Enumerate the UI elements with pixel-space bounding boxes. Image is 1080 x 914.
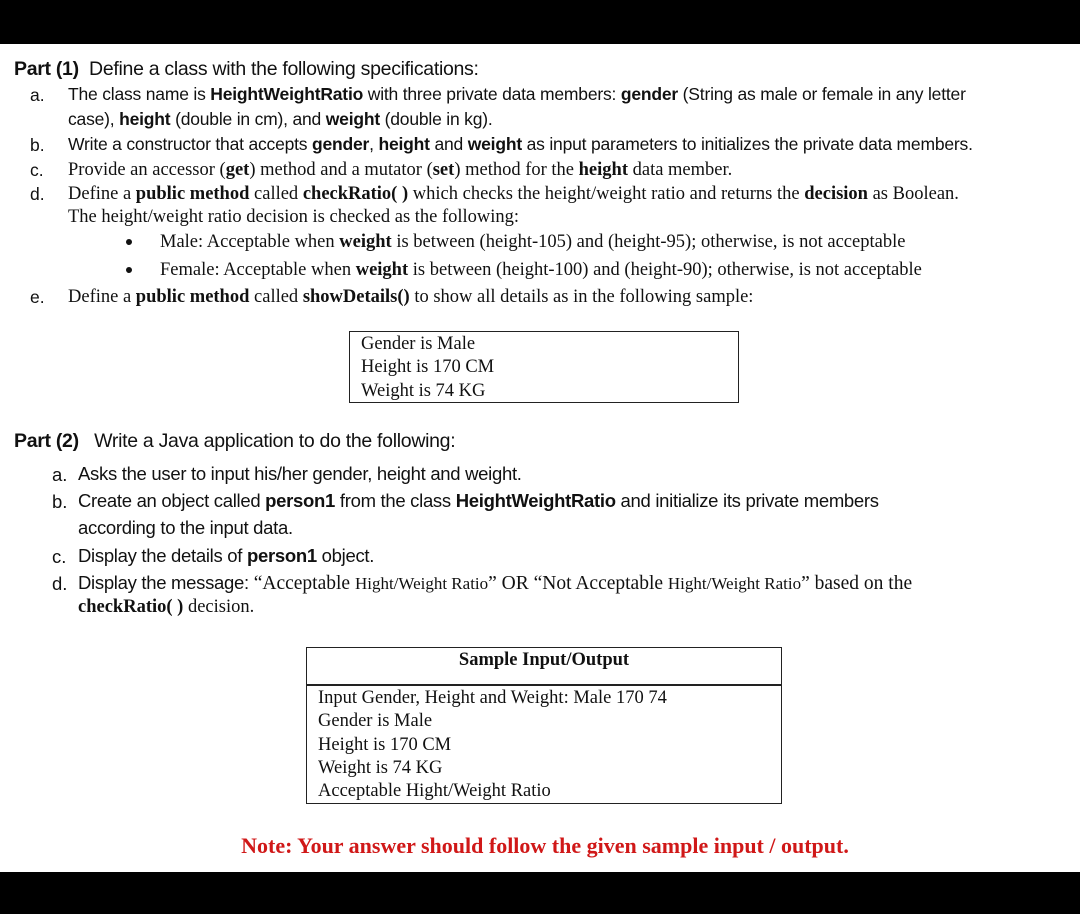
sample-io-line: Height is 170 CM bbox=[318, 735, 452, 755]
bold-text: public method bbox=[135, 184, 250, 204]
list-item-label: d. bbox=[30, 184, 45, 204]
text-segment: Display the message: bbox=[78, 572, 254, 593]
list-item-text bbox=[68, 288, 753, 307]
bold-text: height bbox=[578, 160, 628, 180]
list-item-text bbox=[68, 161, 732, 180]
text-segment: The class name is bbox=[68, 84, 211, 104]
text-segment: ) method and a mutator ( bbox=[249, 160, 433, 180]
list-item-text bbox=[78, 519, 293, 538]
text-segment: ” OR “Not Acceptable bbox=[488, 573, 668, 594]
text-segment: Asks the user to input his/her gender, height and weight. bbox=[78, 463, 522, 484]
text-segment: is between (height-105) and (height-95); otherwise, is not acceptable bbox=[391, 232, 906, 252]
list-item-text bbox=[68, 185, 959, 204]
top-black-bar bbox=[0, 0, 1080, 44]
sample-io-line: Weight is 74 KG bbox=[318, 758, 443, 778]
bold-text: gender bbox=[312, 134, 370, 154]
text-segment: (String as male or female in any letter bbox=[678, 84, 966, 104]
text-segment: ) method for the bbox=[454, 160, 579, 180]
text-segment: which checks the height/weight ratio and returns the bbox=[408, 184, 805, 204]
bold-text: weight bbox=[325, 109, 380, 129]
list-item-text bbox=[78, 492, 879, 511]
bullet-icon bbox=[126, 267, 132, 273]
note-text: Note: Your answer should follow the given sample input / output. bbox=[241, 833, 849, 858]
table-divider bbox=[306, 684, 782, 686]
text-segment: Define a bbox=[68, 287, 136, 307]
text-segment: and bbox=[429, 134, 468, 154]
text-segment: (double in cm), and bbox=[170, 109, 326, 129]
sample-io-line: Acceptable Hight/Weight Ratio bbox=[318, 781, 551, 801]
bullet-text bbox=[160, 233, 905, 252]
sample-line: Weight is 74 KG bbox=[361, 381, 486, 401]
list-item-text bbox=[78, 547, 374, 566]
text-segment: Hight/Weight Ratio bbox=[354, 574, 489, 593]
text-segment: called bbox=[249, 287, 303, 307]
text-segment: Display the details of bbox=[78, 545, 247, 566]
text-segment: Define a bbox=[68, 184, 136, 204]
sample-io-line: Gender is Male bbox=[318, 711, 433, 731]
bold-text: set bbox=[432, 160, 455, 180]
text-segment: (double in kg). bbox=[379, 109, 493, 129]
bold-text: weight bbox=[355, 260, 409, 280]
text-segment: called bbox=[249, 184, 303, 204]
part2-heading bbox=[14, 432, 455, 452]
text-segment: decision. bbox=[183, 597, 255, 617]
bold-text: weight bbox=[467, 134, 522, 154]
text-segment: The height/weight ratio decision is checked as the following: bbox=[68, 207, 520, 227]
text-segment: is between (height-100) and (height-90); otherwise, is not acceptable bbox=[408, 260, 922, 280]
bold-text: height bbox=[119, 109, 171, 129]
bold-text: height bbox=[378, 134, 430, 154]
bold-text: decision bbox=[804, 184, 868, 204]
bold-text: HeightWeightRatio bbox=[455, 490, 616, 511]
text-segment: from the class bbox=[335, 490, 456, 511]
part1-label: Part (1) bbox=[14, 58, 79, 80]
bullet-text bbox=[160, 261, 922, 280]
text-segment: Male: Acceptable when bbox=[160, 232, 340, 252]
list-item-label: c. bbox=[52, 546, 67, 567]
text-segment: and initialize its private members bbox=[615, 490, 879, 511]
part2-label: Part (2) bbox=[14, 430, 79, 452]
text-segment: Write a constructor that accepts bbox=[68, 134, 313, 154]
list-item-label: c. bbox=[30, 160, 44, 180]
bottom-black-bar bbox=[0, 872, 1080, 914]
list-item-text bbox=[78, 598, 254, 617]
list-item-text bbox=[68, 136, 973, 154]
bold-text: HeightWeightRatio bbox=[210, 84, 364, 104]
sample-io-title: Sample Input/Output bbox=[458, 650, 630, 670]
list-item-label: d. bbox=[52, 573, 68, 594]
list-item-label: e. bbox=[30, 287, 45, 307]
list-item-label: b. bbox=[30, 135, 45, 155]
bold-text: public method bbox=[135, 287, 250, 307]
list-item-text bbox=[78, 574, 912, 594]
list-item-text bbox=[68, 86, 966, 104]
text-segment: as Boolean. bbox=[867, 184, 959, 204]
text-segment: object. bbox=[316, 545, 375, 566]
bullet-icon bbox=[126, 239, 132, 245]
text-segment: ” based on the bbox=[801, 573, 913, 594]
text-segment: according to the input data. bbox=[78, 517, 293, 538]
bold-text: checkRatio( ) bbox=[78, 597, 184, 617]
text-segment: “Acceptable bbox=[253, 573, 355, 594]
list-item-label: a. bbox=[52, 464, 68, 485]
text-segment: data member. bbox=[627, 160, 733, 180]
bold-text: person1 bbox=[265, 490, 336, 511]
bold-text: person1 bbox=[246, 545, 317, 566]
text-segment: Female: Acceptable when bbox=[160, 260, 356, 280]
text-segment: , bbox=[369, 134, 379, 154]
bold-text: checkRatio( ) bbox=[302, 184, 409, 204]
text-segment: to show all details as in the following sample: bbox=[409, 287, 754, 307]
text-segment: with three private data members: bbox=[363, 84, 621, 104]
bold-text: get bbox=[225, 160, 250, 180]
list-item-label: a. bbox=[30, 85, 45, 105]
text-segment: Provide an accessor ( bbox=[68, 160, 226, 180]
part1-heading-text: Define a class with the following specifications: bbox=[89, 58, 479, 80]
sample-line: Height is 170 CM bbox=[361, 357, 495, 377]
text-segment: as input parameters to initializes the private data members. bbox=[521, 134, 973, 154]
sample-line: Gender is Male bbox=[361, 334, 476, 354]
part2-heading-text: Write a Java application to do the following: bbox=[94, 430, 456, 452]
bold-text: weight bbox=[339, 232, 392, 252]
list-item-label: b. bbox=[52, 491, 68, 512]
bold-text: showDetails() bbox=[302, 287, 410, 307]
list-item-text bbox=[68, 111, 493, 129]
list-item-text bbox=[78, 465, 522, 484]
list-item-text bbox=[68, 208, 519, 227]
text-segment: case), bbox=[68, 109, 120, 129]
sample-io-line: Input Gender, Height and Weight: Male 170 74 bbox=[318, 688, 667, 708]
part1-heading bbox=[14, 60, 479, 80]
text-segment: Create an object called bbox=[78, 490, 266, 511]
text-segment: Hight/Weight Ratio bbox=[667, 574, 802, 593]
bold-text: gender bbox=[620, 84, 679, 104]
